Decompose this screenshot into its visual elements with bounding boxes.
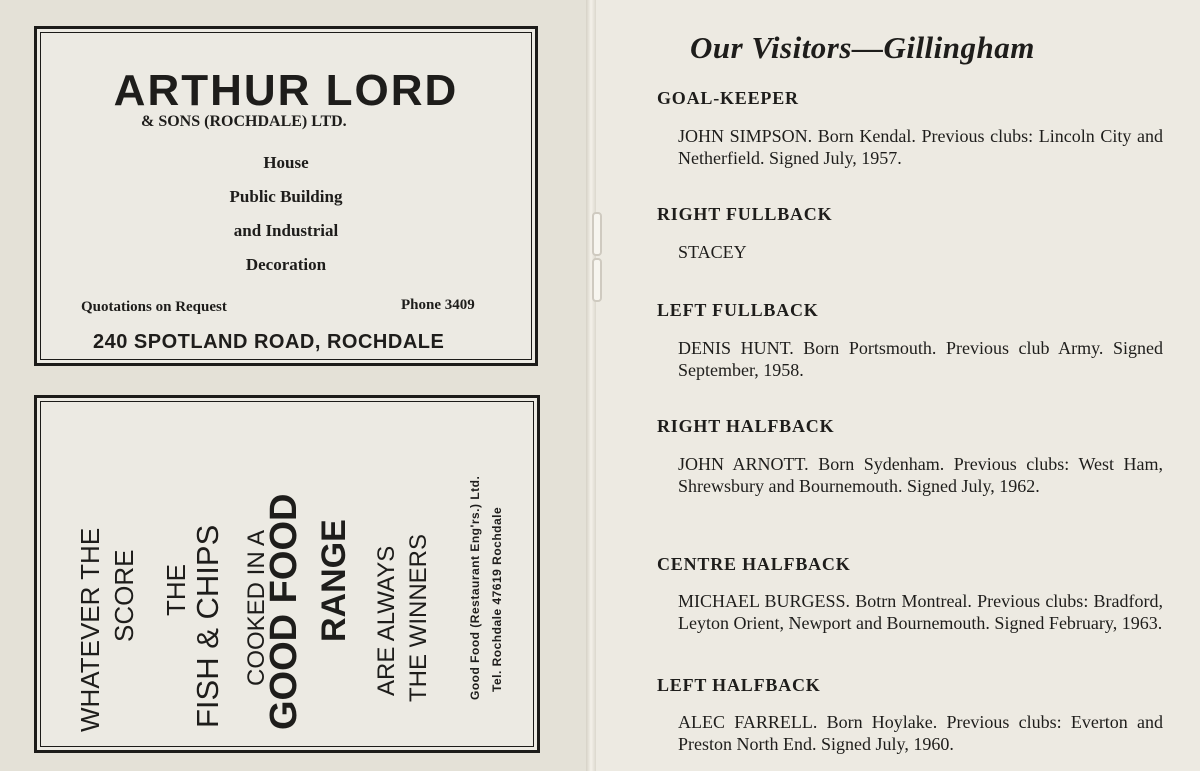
food-line-range: RANGE [315, 519, 353, 642]
food-line-cooked: COOKED IN A [243, 529, 270, 686]
food-line-fish-chips: FISH & CHIPS [190, 524, 225, 728]
staple-top [592, 212, 602, 256]
advert-quotations: Quotations on Request [81, 299, 227, 315]
position-heading: LEFT HALFBACK [657, 675, 821, 695]
advert-service: and Industrial [233, 221, 339, 240]
good-food-advert [34, 395, 540, 753]
food-company-name: Good Food (Restaurant Eng'rs.) Ltd. [468, 475, 482, 700]
booklet-spine [586, 0, 596, 771]
position-heading: RIGHT HALFBACK [657, 416, 835, 436]
staple-bottom [592, 258, 602, 302]
player-bio: ALEC FARRELL. Born Hoylake. Previous clubs: Everton and Preston North End. Signed July, 1960. [678, 712, 1163, 754]
player-bio: JOHN ARNOTT. Born Sydenham. Previous clubs: West Ham, Shrewsbury and Bournemouth. Signed July, 1962. [678, 454, 1163, 496]
position-heading: CENTRE HALFBACK [657, 554, 851, 574]
advert-company-sub: & SONS (ROCHDALE) LTD. [141, 113, 347, 130]
position-heading: LEFT FULLBACK [657, 300, 819, 320]
player-bio: MICHAEL BURGESS. Botrn Montreal. Previous clubs: Bradford, Leyton Orient, Newport and Bournemouth. Signed February, 1963. [678, 591, 1163, 633]
advert-service: Decoration [245, 255, 327, 274]
advert-address: 240 SPOTLAND ROAD, ROCHDALE [93, 331, 445, 353]
food-line-the: THE [161, 564, 191, 616]
arthur-lord-advert [34, 26, 538, 366]
page-title: Our Visitors—Gillingham [690, 30, 1035, 65]
player-bio: DENIS HUNT. Born Portsmouth. Previous club Army. Signed September, 1958. [678, 338, 1163, 380]
food-line-score: SCORE [109, 549, 139, 642]
position-heading: RIGHT FULLBACK [657, 204, 833, 224]
food-phone: Tel. Rochdale 47619 Rochdale [490, 506, 504, 692]
advert-company-name: ARTHUR LORD [113, 66, 459, 115]
food-line-good-food: GOOD FOOD [263, 493, 305, 730]
advert-service: House [263, 153, 309, 172]
player-bio: JOHN SIMPSON. Born Kendal. Previous clubs: Lincoln City and Netherfield. Signed July, 1957. [678, 126, 1163, 168]
player-bio: STACEY [678, 242, 747, 262]
position-heading: GOAL-KEEPER [657, 88, 799, 108]
food-line-are-always: ARE ALWAYS [373, 545, 400, 696]
food-line-whatever: WHATEVER THE [75, 527, 105, 732]
food-line-the-winners: THE WINNERS [405, 534, 432, 702]
advert-phone: Phone 3409 [401, 297, 475, 313]
advert-service: Public Building [229, 187, 343, 206]
right-page [590, 0, 1200, 771]
